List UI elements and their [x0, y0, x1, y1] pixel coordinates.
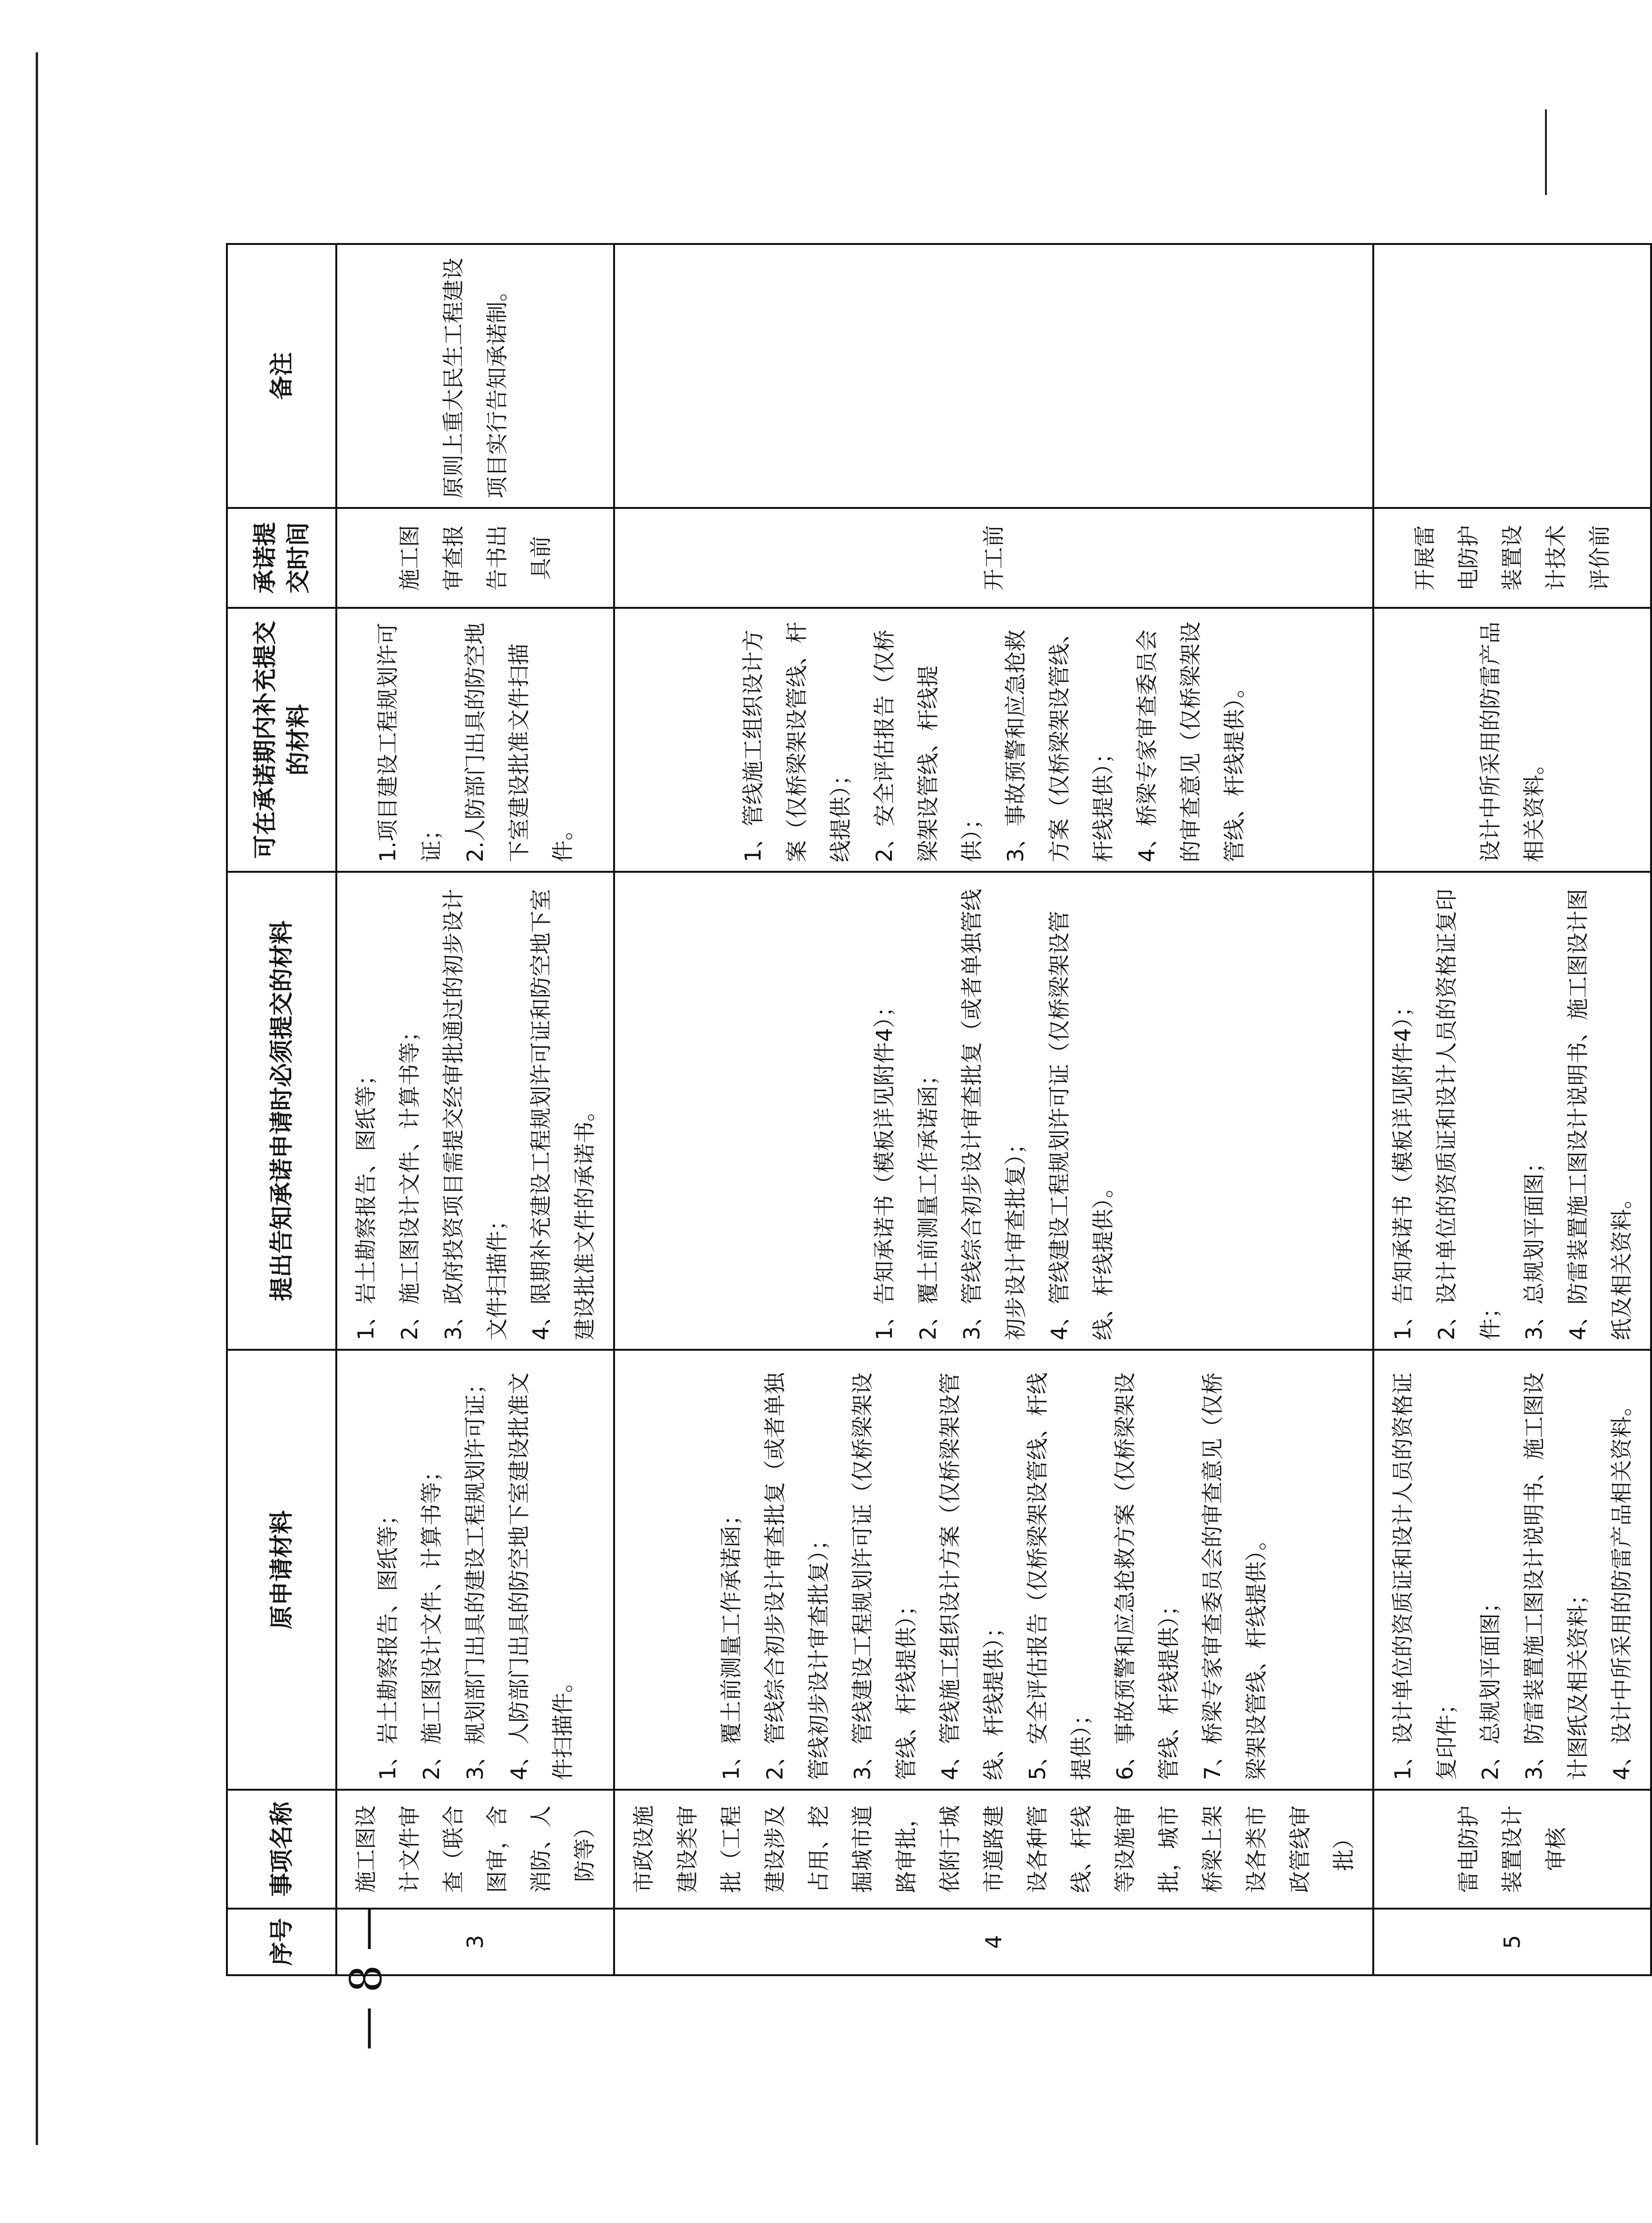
row-original-materials [614, 1350, 1373, 1790]
header-seq: 序号 [227, 1909, 336, 1975]
row-item-name: 施工图设计文件审查（联合图审，含消防、人防等） [336, 1790, 614, 1909]
list-item: 3、管线建设工程规划许可证（仅桥梁架设管线、杆线提供）； [850, 1372, 919, 1780]
list-item: 2、总规划平面图； [1477, 1591, 1503, 1780]
list-item: 2、安全评估报告（仅桥梁架设管线、杆线提供）； [871, 629, 985, 862]
list-item: 1、岩土勘察报告、图纸等； [353, 1063, 379, 1340]
row-remarks [614, 244, 1373, 508]
list-item: 2、施工图设计文件、计算书等； [419, 1460, 444, 1780]
row-required-materials [1373, 872, 1651, 1350]
scan-edge-line [1545, 109, 1547, 195]
list-item: 3、规划部门出具的建设工程规划许可证； [462, 1372, 488, 1780]
list-item: 7、桥梁专家审查委员会的审查意见（仅桥梁架设管线、杆线提供）。 [1200, 1372, 1269, 1780]
header-supplement-materials: 可在承诺期内补充提交的材料 [227, 608, 336, 872]
list-item: 1、岩土勘察报告、图纸等； [375, 1503, 401, 1780]
list-item: 2、设计单位的资质证和设计人员的资格证复印件； [1434, 888, 1503, 1340]
row-original-materials [1373, 1350, 1651, 1790]
list-item: 1、告知承诺书（模板详见附件4）； [871, 995, 897, 1340]
commitment-table [226, 243, 1652, 1976]
list-item: 4、设计中所采用的防雷产品相关资料。 [1609, 1394, 1634, 1780]
scan-edge-line [36, 52, 38, 2145]
list-item: 1.项目建设工程规划许可证； [375, 623, 444, 862]
list-item: 3、管线综合初步设计审查批复（或者单独管线初步设计审查批复）； [959, 888, 1028, 1340]
header-required-materials: 提出告知承诺申请时必须提交的材料 [227, 872, 336, 1350]
row-seq: 5 [1373, 1909, 1651, 1975]
row-required-materials [614, 872, 1373, 1350]
list-item: 3、政府投资项目需提交经审批通过的初步设计文件扫描件； [440, 888, 510, 1340]
row-seq: 4 [614, 1909, 1373, 1975]
row-commit-time: 施工图审查报告书出具前 [336, 508, 614, 608]
list-item: 4、管线建设工程规划许可证（仅桥梁架设管线、杆线提供）。 [1046, 910, 1116, 1340]
list-item: 1、告知承诺书（模板详见附件4）； [1390, 995, 1416, 1340]
list-item: 4、限期补充建设工程规划许可证和防空地下室建设批准文件的承诺书。 [528, 888, 597, 1340]
table-row [1373, 244, 1651, 1975]
list-item: 2、施工图设计文件、计算书等； [397, 1020, 422, 1340]
list-item: 4、管线施工组织设计方案（仅桥梁架设管线、杆线提供）； [937, 1372, 1007, 1780]
header-commit-time: 承诺提交时间 [227, 508, 336, 608]
table-row [336, 244, 614, 1975]
list-item: 3、总规划平面图； [1521, 1151, 1547, 1340]
row-commit-time: 开展雷电防护装置设计技术评价前 [1373, 508, 1651, 608]
row-remarks: 原则上重大民生工程建设项目实行告知承诺制。 [336, 244, 614, 508]
list-item: 设计中所采用的防雷产品相关资料。 [1477, 622, 1547, 862]
header-item-name: 事项名称 [227, 1790, 336, 1909]
list-item: 3、事故预警和应急抢救方案（仅桥梁架设管线、杆线提供）； [1003, 622, 1116, 862]
row-commit-time: 开工前 [614, 508, 1373, 608]
row-required-materials [336, 872, 614, 1350]
list-item: 2.人防部门出具的防空地下室建设批准文件扫描件。 [462, 623, 576, 862]
page-number-text: — 8 — [341, 1907, 392, 2050]
rotated-table-wrapper [226, 245, 1634, 1976]
page-number [333, 1850, 400, 2107]
row-supplement-materials [1373, 608, 1651, 872]
list-item: 1、管线施工组织设计方案（仅桥梁架设管线、杆线提供）； [740, 622, 853, 862]
table-row [614, 244, 1373, 1975]
row-item-name: 雷电防护装置设计审核 [1373, 1790, 1651, 1909]
list-item: 1、设计单位的资质证和设计人员的资格证复印件； [1390, 1372, 1459, 1780]
header-row [227, 244, 336, 1975]
row-supplement-materials [336, 608, 614, 872]
list-item: 4、桥梁专家审查委员会的审查意见（仅桥梁架设管线、杆线提供）。 [1134, 622, 1247, 862]
header-original-materials: 原申请材料 [227, 1350, 336, 1790]
row-seq: 3 [336, 1909, 614, 1975]
list-item: 2、管线综合初步设计审查批复（或者单独管线初步设计审查批复）； [762, 1372, 831, 1780]
list-item: 4、人防部门出具的防空地下室建设批准文件扫描件。 [506, 1372, 576, 1780]
row-original-materials [336, 1350, 614, 1790]
row-item-name: 市政设施建设类审批（工程建设涉及占用、挖掘城市道路审批，依附于城市道路建设各种管线、杆线等设施审批，城市桥梁上架设各类市政管线审批） [614, 1790, 1373, 1909]
list-item: 1、覆土前测量工作承诺函； [718, 1503, 744, 1780]
header-remarks: 备注 [227, 244, 336, 508]
list-item: 5、安全评估报告（仅桥梁架设管线、杆线提供）； [1025, 1372, 1094, 1780]
row-supplement-materials [614, 608, 1373, 872]
list-item: 3、防雷装置施工图设计说明书、施工图设计图纸及相关资料； [1521, 1372, 1591, 1780]
list-item: 2、覆土前测量工作承诺函； [915, 1063, 941, 1340]
list-item: 4、防雷装置施工图设计说明书、施工图设计图纸及相关资料。 [1565, 888, 1634, 1340]
list-item: 6、事故预警和应急抢救方案（仅桥梁架设管线、杆线提供）； [1112, 1372, 1182, 1780]
row-remarks [1373, 244, 1651, 508]
